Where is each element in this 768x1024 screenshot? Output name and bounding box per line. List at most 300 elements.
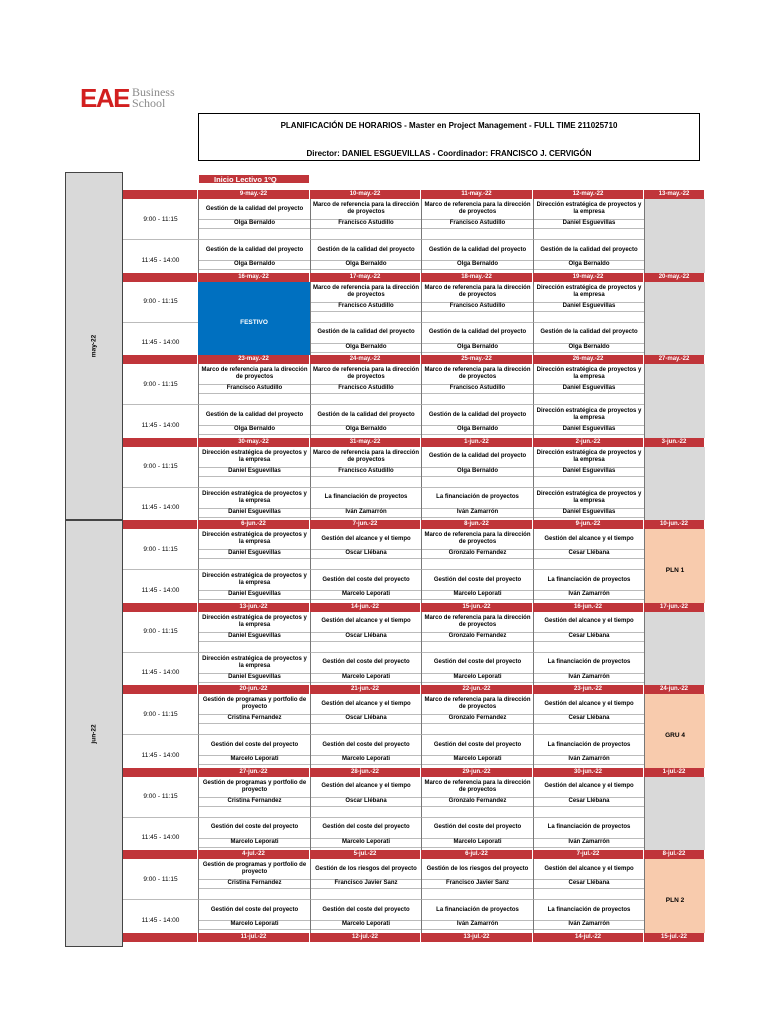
cell-spacer <box>422 228 533 239</box>
professor-name: Iván Zamarrón <box>568 673 610 680</box>
date-header: 27-jun.-22 <box>198 768 310 777</box>
professor-name: Marcelo Leporati <box>230 756 279 762</box>
professor-name: Marcelo Leporati <box>341 673 390 680</box>
date-header: 10-jun.-22 <box>644 520 705 529</box>
cell-spacer <box>422 641 533 652</box>
class-cell <box>198 529 310 570</box>
cell-spacer <box>311 311 421 322</box>
date-header: 12-may.-22 <box>533 190 644 199</box>
subject-name: Gestión del coste del proyecto <box>422 570 533 591</box>
professor-name: Marcelo Leporati <box>230 838 279 845</box>
subject-name: Marco de referencia para la dirección de proyectos <box>311 364 421 385</box>
professor-name: Olga Bernaldo <box>456 343 498 350</box>
time-slot-label: 11:45 - 14:00 <box>123 570 198 611</box>
cell-spacer <box>422 476 533 487</box>
subject-name: Gestión de programas y portfolio de proyecto <box>199 859 310 880</box>
class-cell <box>198 859 310 900</box>
subject-name: Gestión de la calidad del proyecto <box>311 405 421 426</box>
professor-name: Olga Bernaldo <box>568 261 610 267</box>
subject-name: Gestión del coste del proyecto <box>199 818 310 839</box>
date-header: 9-jun.-22 <box>533 520 644 529</box>
subject-name: Marco de referencia para la dirección de proyectos <box>422 199 533 220</box>
date-header: 2-jun.-22 <box>533 438 644 447</box>
professor-name: Gronzalo Fernandez <box>448 797 507 804</box>
professor-name: Oscar Llébana <box>345 797 387 804</box>
class-cell <box>310 529 421 570</box>
professor-name: Francisco Astudillo <box>449 302 506 309</box>
date-row-bar <box>123 768 198 777</box>
class-cell <box>198 199 310 240</box>
professor-name: Oscar Llébana <box>345 632 387 639</box>
subject-name: Gestión de la calidad del proyecto <box>311 240 421 261</box>
professor-name: Gronzalo Fernandez <box>448 550 507 556</box>
subject-name: Gestión del coste del proyecto <box>199 900 310 921</box>
subject-name: Dirección estratégica de proyectos y la empresa <box>534 199 644 220</box>
subject-name: Gestión del alcance y el tiempo <box>534 694 644 715</box>
professor-name: Iván Zamarrón <box>456 508 499 515</box>
professor-name: Marcelo Leporati <box>341 921 390 927</box>
subject-name: Gestión del coste del proyecto <box>311 653 421 674</box>
professor-name: Gronzalo Fernandez <box>448 715 507 721</box>
professor-name: Olga Bernaldo <box>456 467 498 474</box>
date-header: 8-jun.-22 <box>421 520 533 529</box>
class-cell <box>310 612 421 653</box>
subject-name: Gestión de los riesgos del proyecto <box>422 859 533 880</box>
professor-name: Iván Zamarrón <box>568 591 610 597</box>
time-slot-label: 11:45 - 14:00 <box>123 240 198 281</box>
professor-name: Cristina Fernandez <box>227 880 282 886</box>
cell-spacer <box>199 228 310 239</box>
professor-name: Daniel Esguevillas <box>228 673 281 680</box>
subject-name: Gestión de la calidad del proyecto <box>534 323 644 344</box>
professor-name: Francisco Astudillo <box>338 302 394 309</box>
subject-name: Gestión del coste del proyecto <box>311 735 421 756</box>
subject-name: La financiación de proyectos <box>534 900 644 921</box>
class-cell <box>310 859 421 900</box>
subject-name: Marco de referencia para la dirección de proyectos <box>422 612 533 633</box>
professor-name: Daniel Esguevillas <box>228 591 281 597</box>
time-slot-label: 11:45 - 14:00 <box>123 900 198 941</box>
subject-name: Gestión de programas y portfolio de proyecto <box>199 694 310 715</box>
subject-name: Dirección estratégica de proyectos y la empresa <box>199 653 310 674</box>
subject-name: Gestión del alcance y el tiempo <box>311 612 421 633</box>
cell-spacer <box>311 228 421 239</box>
cell-spacer <box>422 806 533 817</box>
cell-spacer <box>534 393 644 404</box>
month-label: jun-22 <box>90 723 98 744</box>
festivo-block: FESTIVO <box>198 282 310 364</box>
professor-name: Francisco Javier Sanz <box>334 880 398 886</box>
date-row-bar <box>123 273 198 282</box>
date-header: 18-may.-22 <box>421 273 533 282</box>
professor-name: Cesar Llébana <box>568 880 610 886</box>
cell-spacer <box>199 558 310 569</box>
subject-name: Gestión del alcance y el tiempo <box>534 777 644 798</box>
class-cell <box>310 282 421 323</box>
subject-name: Gestión de la calidad del proyecto <box>199 405 310 426</box>
class-cell <box>310 694 421 735</box>
time-slot-label: 9:00 - 11:15 <box>123 694 198 735</box>
logo-brand: EAE <box>80 83 129 113</box>
subject-name: La financiación de proyectos <box>311 488 421 509</box>
professor-name: Cristina Fernandez <box>227 797 282 804</box>
subject-name: Gestión de los riesgos del proyecto <box>311 859 421 880</box>
time-slot-label: 9:00 - 11:15 <box>123 612 198 653</box>
class-cell <box>533 282 644 323</box>
subject-name: Gestión del alcance y el tiempo <box>311 694 421 715</box>
date-header: 19-may.-22 <box>533 273 644 282</box>
subject-name: Gestión del alcance y el tiempo <box>534 612 644 633</box>
professor-name: Cesar Llébana <box>568 715 610 721</box>
class-cell <box>533 529 644 570</box>
cell-spacer <box>534 228 644 239</box>
professor-name: Cesar Llébana <box>568 550 610 556</box>
date-header: 22-jun.-22 <box>421 685 533 694</box>
cell-spacer <box>199 723 310 734</box>
professor-name: Francisco Astudillo <box>449 385 506 391</box>
professor-name: Olga Bernaldo <box>233 426 275 432</box>
subject-name: Gestión de la calidad del proyecto <box>422 323 533 344</box>
class-cell <box>533 777 644 818</box>
class-cell <box>533 364 644 405</box>
subject-name: La financiación de proyectos <box>534 653 644 674</box>
time-slot-label: 9:00 - 11:15 <box>123 529 198 570</box>
month-column-jun <box>65 520 123 947</box>
professor-name: Marcelo Leporati <box>453 591 502 597</box>
subject-name: La financiación de proyectos <box>534 570 644 591</box>
date-row-bar <box>123 438 198 447</box>
cell-spacer <box>199 888 310 899</box>
friday-activity-cell: GRU 4 <box>644 694 705 776</box>
class-cell <box>198 447 310 488</box>
time-slot-label: 11:45 - 14:00 <box>123 488 198 529</box>
subject-name: Dirección estratégica de proyectos y la empresa <box>199 447 310 468</box>
date-header: 16-jun.-22 <box>533 603 644 612</box>
cell-spacer <box>311 558 421 569</box>
schedule-title: PLANIFICACIÓN DE HORARIOS - Master en Project Management - FULL TIME 211025710 <box>280 121 618 130</box>
time-slot-label: 9:00 - 11:15 <box>123 777 198 818</box>
date-header: 31-may.-22 <box>310 438 421 447</box>
friday-empty-cell <box>644 777 705 859</box>
cell-spacer <box>534 476 644 487</box>
cell-spacer <box>199 476 310 487</box>
professor-name: Iván Zamarrón <box>568 756 610 762</box>
subject-name: Gestión de la calidad del proyecto <box>311 323 421 344</box>
cell-spacer <box>534 723 644 734</box>
subject-name: La financiación de proyectos <box>422 488 533 509</box>
time-slot-label: 9:00 - 11:15 <box>123 447 198 488</box>
date-header: 27-may.-22 <box>644 355 705 364</box>
date-header: 9-may.-22 <box>198 190 310 199</box>
professor-name: Cesar Llébana <box>568 632 610 639</box>
date-header: 1-jun.-22 <box>421 438 533 447</box>
subject-name: Gestión del coste del proyecto <box>422 653 533 674</box>
professor-name: Iván Zamarrón <box>568 921 610 927</box>
cell-spacer <box>534 558 644 569</box>
cell-spacer <box>422 888 533 899</box>
date-header: 13-jul.-22 <box>421 933 533 942</box>
logo-line2: School <box>131 96 166 110</box>
subject-name: Marco de referencia para la dirección de proyectos <box>311 447 421 468</box>
date-header: 24-may.-22 <box>310 355 421 364</box>
date-header: 4-jul.-22 <box>198 850 310 859</box>
subject-name: Marco de referencia para la dirección de proyectos <box>311 282 421 303</box>
professor-name: Iván Zamarrón <box>345 508 387 515</box>
date-row-bar <box>123 685 198 694</box>
professor-name: Daniel Esguevillas <box>228 632 281 639</box>
subject-name: Gestión del alcance y el tiempo <box>311 529 421 550</box>
time-slot-label: 9:00 - 11:15 <box>123 364 198 405</box>
class-cell <box>533 612 644 653</box>
date-header: 14-jun.-22 <box>310 603 421 612</box>
subject-name: Gestión de la calidad del proyecto <box>534 240 644 261</box>
cell-spacer <box>422 558 533 569</box>
subject-name: La financiación de proyectos <box>534 818 644 839</box>
date-header: 14-jul.-22 <box>533 933 644 942</box>
professor-name: Marcelo Leporati <box>453 756 502 762</box>
time-slot-label: 11:45 - 14:00 <box>123 735 198 776</box>
cell-spacer <box>534 311 644 322</box>
professor-name: Daniel Esguevillas <box>562 220 616 226</box>
date-header: 5-jul.-22 <box>310 850 421 859</box>
class-cell <box>198 612 310 653</box>
professor-name: Francisco Astudillo <box>338 220 394 226</box>
month-column-may <box>65 172 123 520</box>
class-cell <box>310 777 421 818</box>
professor-name: Francisco Astudillo <box>338 385 394 391</box>
friday-empty-cell <box>644 199 705 281</box>
cell-spacer <box>199 393 310 404</box>
professor-name: Oscar Llébana <box>345 550 387 556</box>
subject-name: Gestión del coste del proyecto <box>199 735 310 756</box>
professor-name: Marcelo Leporati <box>230 921 279 927</box>
date-header: 17-jun.-22 <box>644 603 705 612</box>
date-header: 25-may.-22 <box>421 355 533 364</box>
professor-name: Daniel Esguevillas <box>562 508 616 515</box>
subject-name: Gestión del coste del proyecto <box>422 735 533 756</box>
date-header: 17-may.-22 <box>310 273 421 282</box>
date-header: 20-may.-22 <box>644 273 705 282</box>
class-cell <box>533 447 644 488</box>
subject-name: Gestión de programas y portfolio de proyecto <box>199 777 310 798</box>
cell-spacer <box>422 311 533 322</box>
professor-name: Olga Bernaldo <box>345 261 387 267</box>
professor-name: Francisco Astudillo <box>338 467 394 474</box>
date-header: 8-jul.-22 <box>644 850 705 859</box>
subject-name: Gestión de la calidad del proyecto <box>422 447 533 468</box>
class-cell <box>421 529 533 570</box>
cell-spacer <box>311 806 421 817</box>
subject-name: Marco de referencia para la dirección de proyectos <box>422 282 533 303</box>
date-header: 11-jul.-22 <box>198 933 310 942</box>
date-header: 1-jul.-22 <box>644 768 705 777</box>
date-header: 12-jul.-22 <box>310 933 421 942</box>
cell-spacer <box>534 806 644 817</box>
cell-spacer <box>311 476 421 487</box>
schedule-header <box>198 113 700 161</box>
subject-name: Dirección estratégica de proyectos y la empresa <box>199 488 310 509</box>
professor-name: Francisco Javier Sanz <box>445 880 510 886</box>
subject-name: Dirección estratégica de proyectos y la empresa <box>534 405 644 426</box>
cell-spacer <box>311 641 421 652</box>
professor-name: Olga Bernaldo <box>345 426 387 432</box>
subject-name: Dirección estratégica de proyectos y la empresa <box>534 488 644 509</box>
professor-name: Oscar Llébana <box>345 715 387 721</box>
director-line: Director: DANIEL ESGUEVILLAS - Coordinador: FRANCISCO J. CERVIGÓN <box>306 149 592 158</box>
subject-name: Dirección estratégica de proyectos y la empresa <box>199 612 310 633</box>
friday-empty-cell <box>644 282 705 364</box>
date-header: 21-jun.-22 <box>310 685 421 694</box>
logo-business-school <box>132 87 175 109</box>
class-cell <box>421 612 533 653</box>
cell-spacer <box>534 888 644 899</box>
class-cell <box>198 364 310 405</box>
professor-name: Marcelo Leporati <box>453 673 502 680</box>
date-header: 15-jul.-22 <box>644 933 705 942</box>
date-header: 7-jun.-22 <box>310 520 421 529</box>
class-cell <box>533 199 644 240</box>
subject-name: Dirección estratégica de proyectos y la empresa <box>534 282 644 303</box>
class-cell <box>421 199 533 240</box>
date-header: 13-jun.-22 <box>198 603 310 612</box>
professor-name: Francisco Astudillo <box>226 385 283 391</box>
subject-name: Gestión del alcance y el tiempo <box>534 859 644 880</box>
logo-line1: Business <box>131 85 175 99</box>
cell-spacer <box>311 888 421 899</box>
subject-name: La financiación de proyectos <box>422 900 533 921</box>
subject-name: Gestión de la calidad del proyecto <box>422 405 533 426</box>
month-label: may-22 <box>90 334 98 358</box>
professor-name: Olga Bernaldo <box>345 343 387 350</box>
subject-name: Marco de referencia para la dirección de proyectos <box>422 694 533 715</box>
professor-name: Iván Zamarrón <box>456 921 499 927</box>
friday-empty-cell <box>644 364 705 446</box>
professor-name: Cesar Llébana <box>568 797 610 804</box>
professor-name: Olga Bernaldo <box>456 261 498 267</box>
cell-spacer <box>422 723 533 734</box>
professor-name: Daniel Esguevillas <box>228 508 281 515</box>
time-slot-label: 11:45 - 14:00 <box>123 323 198 364</box>
subject-name: Gestión del alcance y el tiempo <box>534 529 644 550</box>
professor-name: Marcelo Leporati <box>341 838 390 845</box>
cell-spacer <box>534 641 644 652</box>
eae-logo <box>80 83 175 113</box>
date-header: 16-may.-22 <box>198 273 310 282</box>
professor-name: Marcelo Leporati <box>453 838 502 845</box>
subject-name: Marco de referencia para la dirección de proyectos <box>422 777 533 798</box>
subject-name: Marco de referencia para la dirección de proyectos <box>311 199 421 220</box>
date-header: 28-jun.-22 <box>310 768 421 777</box>
class-cell <box>533 859 644 900</box>
date-header: 24-jun.-22 <box>644 685 705 694</box>
date-header: 13-may.-22 <box>644 190 705 199</box>
subject-name: Dirección estratégica de proyectos y la empresa <box>199 570 310 591</box>
cell-spacer <box>199 806 310 817</box>
professor-name: Francisco Astudillo <box>449 220 506 226</box>
friday-empty-cell <box>644 447 705 529</box>
date-header: 6-jul.-22 <box>421 850 533 859</box>
date-header: 7-jul.-22 <box>533 850 644 859</box>
professor-name: Olga Bernaldo <box>233 261 275 267</box>
professor-name: Marcelo Leporati <box>341 756 390 762</box>
professor-name: Daniel Esguevillas <box>228 467 281 474</box>
time-slot-label: 11:45 - 14:00 <box>123 818 198 859</box>
date-header: 6-jun.-22 <box>198 520 310 529</box>
professor-name: Olga Bernaldo <box>456 426 498 432</box>
professor-name: Olga Bernaldo <box>233 220 275 226</box>
date-header: 30-may.-22 <box>198 438 310 447</box>
date-header: 29-jun.-22 <box>421 768 533 777</box>
subject-name: La financiación de proyectos <box>534 735 644 756</box>
professor-name: Olga Bernaldo <box>568 343 610 350</box>
inicio-lectivo-banner: Inicio Lectivo 1ºQ <box>198 174 310 184</box>
class-cell <box>198 777 310 818</box>
professor-name: Daniel Esguevillas <box>562 385 616 391</box>
date-row-bar <box>123 933 198 942</box>
friday-activity-cell: PLN 2 <box>644 859 705 941</box>
friday-activity-cell: PLN 1 <box>644 529 705 611</box>
class-cell <box>310 364 421 405</box>
class-cell <box>421 777 533 818</box>
professor-name: Cristina Fernandez <box>227 715 282 721</box>
date-header: 15-jun.-22 <box>421 603 533 612</box>
cell-spacer <box>311 393 421 404</box>
subject-name: Gestión del coste del proyecto <box>311 900 421 921</box>
professor-name: Gronzalo Fernandez <box>448 632 507 639</box>
professor-name: Marcelo Leporati <box>341 591 390 597</box>
time-slot-label: 9:00 - 11:15 <box>123 199 198 240</box>
subject-name: Marco de referencia para la dirección de proyectos <box>199 364 310 385</box>
subject-name: Gestión del alcance y el tiempo <box>311 777 421 798</box>
date-row-bar <box>123 355 198 364</box>
cell-spacer <box>311 723 421 734</box>
date-header: 11-may.-22 <box>421 190 533 199</box>
class-cell <box>198 694 310 735</box>
date-row-bar <box>123 850 198 859</box>
time-slot-label: 9:00 - 11:15 <box>123 859 198 900</box>
date-row-bar <box>123 520 198 529</box>
subject-name: Gestión de la calidad del proyecto <box>199 199 310 220</box>
date-header: 23-jun.-22 <box>533 685 644 694</box>
professor-name: Daniel Esguevillas <box>228 550 281 556</box>
subject-name: Marco de referencia para la dirección de proyectos <box>422 364 533 385</box>
time-slot-label: 9:00 - 11:15 <box>123 282 198 323</box>
date-header: 3-jun.-22 <box>644 438 705 447</box>
professor-name: Daniel Esguevillas <box>562 302 616 309</box>
class-cell <box>421 447 533 488</box>
class-cell <box>421 282 533 323</box>
friday-empty-cell <box>644 612 705 694</box>
subject-name: Gestión del coste del proyecto <box>311 570 421 591</box>
time-slot-label: 11:45 - 14:00 <box>123 653 198 694</box>
date-header: 30-jun.-22 <box>533 768 644 777</box>
subject-name: Gestión de la calidad del proyecto <box>199 240 310 261</box>
subject-name: Gestión del coste del proyecto <box>311 818 421 839</box>
cell-spacer <box>199 641 310 652</box>
professor-name: Daniel Esguevillas <box>562 426 616 432</box>
class-cell <box>421 364 533 405</box>
class-cell <box>421 694 533 735</box>
subject-name: Gestión del coste del proyecto <box>422 818 533 839</box>
schedule-table <box>65 172 705 947</box>
date-header: 26-may.-22 <box>533 355 644 364</box>
professor-name: Daniel Esguevillas <box>562 467 616 474</box>
class-cell <box>310 199 421 240</box>
subject-name: Marco de referencia para la dirección de proyectos <box>422 529 533 550</box>
professor-name: Iván Zamarrón <box>568 838 610 845</box>
date-header: 23-may.-22 <box>198 355 310 364</box>
subject-name: Dirección estratégica de proyectos y la empresa <box>534 447 644 468</box>
